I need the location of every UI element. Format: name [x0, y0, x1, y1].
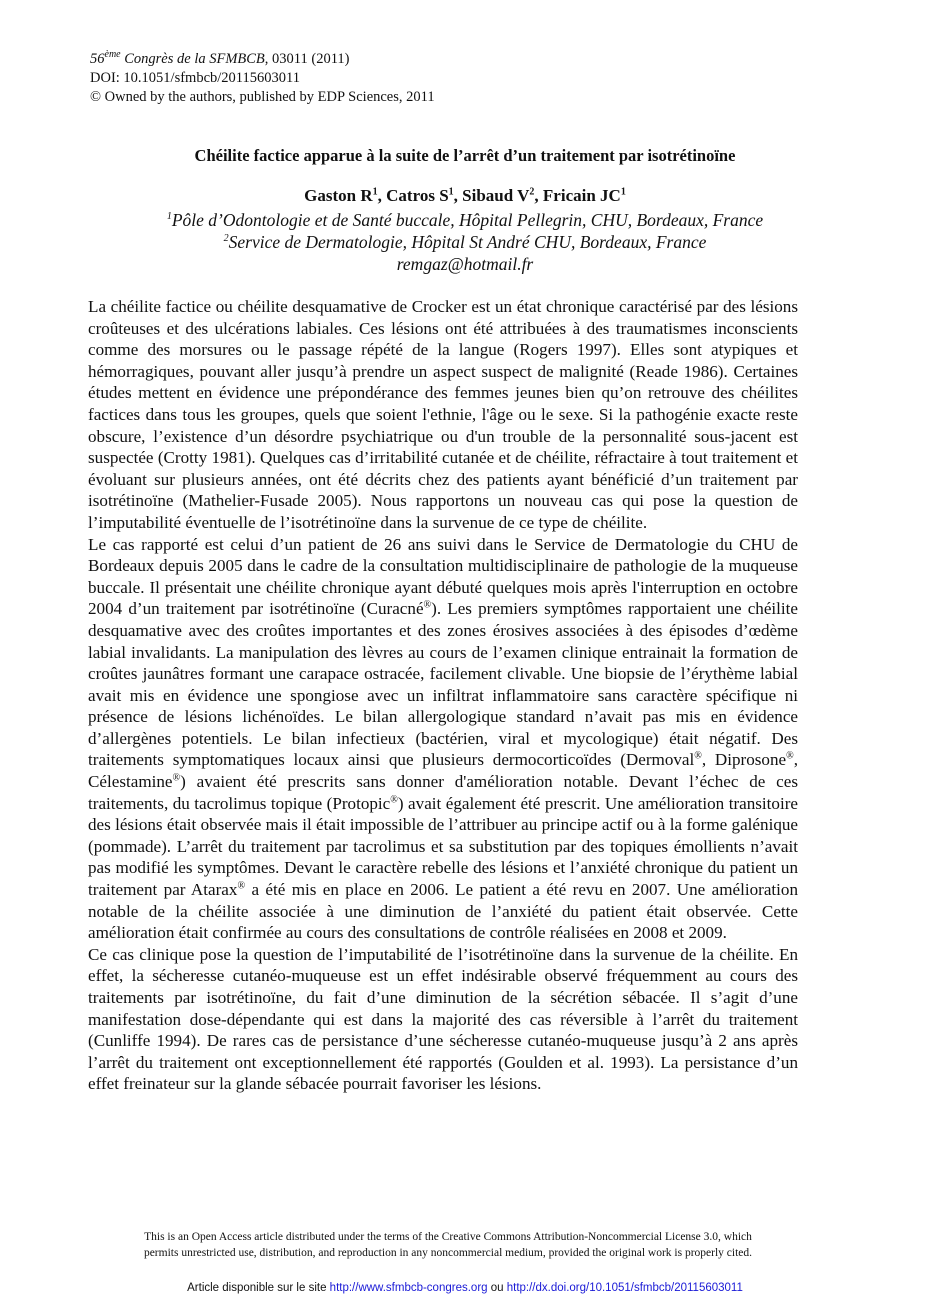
author-list — [60, 186, 870, 206]
abstract-body — [88, 296, 798, 1095]
license-line: permits unrestricted use, distribution, and reproduction in any noncommercial medium, provided the original work is properly cited. — [143, 1247, 753, 1259]
copyright-line: © Owned by the authors, published by EDP Sciences, 2011 — [90, 89, 435, 105]
page-footer — [60, 1282, 870, 1294]
conference-line — [90, 50, 850, 69]
conference-ordinal: ème — [104, 49, 121, 61]
doi-line: DOI: 10.1051/sfmbcb/20115603011 — [90, 70, 300, 86]
paragraph-introduction: La chéilite factice ou chéilite desquamative de Crocker est un état chronique caractérisé par des lésions croûteuses et des ulcérations labiales. Ces lésions ont été attribuées à des traumatismes inconscients comme des morsures ou le passage répété de la langue (Rogers 1997). Elles sont atypiques et hémorragiques, pouvant aller jusqu’à prendre un aspect suspect de malignité (Reade 1986). Certaines études mettent en évidence une prépondérance des femmes jeunes bien qu’on retrouve des chéilites factices dans tous les groupes, quels que soient l'ethnie, l'âge ou le sexe. Si la pathogénie exacte reste obscure, l’existence d’un désordre psychiatrique ou d'un trouble de la personnalité sous-jacent est suspectée (Crotty 1981). Quelques cas d’irritabilité cutanée et de chéilite, réfractaire à tout traitement et évoluant sur plusieurs années, ont été décrits chez des patients ayant bénéficié d’un traitement par isotrétinoïne (Mathelier-Fusade 2005). Nous rapportons un nouveau cas qui pose la question de l’imputabilité éventuelle de l’isotrétinoïne dans la survenue de ce type de chéilite. — [88, 297, 798, 532]
paper-title: Chéilite factice apparue à la suite de l’arrêt d’un traitement par isotrétinoïne — [194, 146, 736, 165]
congress-site-link[interactable]: http://www.sfmbcb-congres.org — [329, 1282, 488, 1294]
footer-prefix: Article disponible sur le site — [187, 1282, 330, 1294]
conference-name: Congrès de la SFMBCB — [120, 51, 265, 67]
affiliations — [60, 209, 870, 275]
conference-number: 56 — [90, 51, 105, 67]
author: Gaston $R^1$, — [304, 186, 387, 205]
page-header — [90, 50, 850, 107]
author: Catros $S^1$, — [386, 186, 463, 205]
affiliation: $^2$Service de Dermatologie, Hôpital St André CHU, Bordeaux, France — [223, 232, 707, 252]
conference-reference: , 03011 (2011) — [264, 51, 350, 67]
paragraph-case-report: Le cas rapporté est celui d’un patient de 26 ans suivi dans le Service de Dermatologie du CHU de Bordeaux depuis 2005 dans le cadre de la consultation multidisciplinaire de pathologie de la muqueuse buccale. Il présentait une chéilite chronique ayant débuté quelques mois après l'interruption en octobre 2004 d’un traitement par isotrétinoïne (Curacné®). Les premiers symptômes rapportaient une chéilite desquamative avec des croûtes importantes et des zones érosives associées à des épisodes d’œdème labial invalidants. La manipulation des lèvres au cours de l’examen clinique entrainait la formation de croûtes jaunâtres formant une carapace ostracée, facilement clivable. Une biopsie de l’érythème labial avait mis en évidence une spongiose avec un infiltrat inflammatoire sans caractère spécifique ni présence de lésions lichénoïdes. Le bilan allergologique standard n’avait pas mis en évidence d’allergènes potentiels. Le bilan infectieux (bactérien, viral et mycologique) était négatif. Des traitements symptomatiques locaux ainsi que plusieurs dermocorticoïdes (Dermoval®, Diprosone®, Célestamine®) avaient été prescrits sans donner d'amélioration notable. Devant l’échec de ces traitements, du tacrolimus topique (Protopic®) avait également été prescrit. Une amélioration transitoire des lésions était observée mais il était impossible de l’attribuer au principe actif ou à la forme galénique (pommade). L’arrêt du traitement par tacrolimus et sa substitution par des topiques émollients n’avait pas modifié les symptômes. Devant le caractère rebelle des lésions et l’anxiété chronique du patient un traitement par Atarax® a été mis en place en 2006. Le patient a été revu en 2007. Une amélioration notable de la chéilite associée à une diminution de l’anxiété du patient était observée. Cette amélioration était confirmée au cours des consultations de contrôle réalisées en 2008 et 2009. — [88, 534, 799, 943]
paragraph-discussion: Ce cas clinique pose la question de l’imputabilité de l’isotrétinoïne dans la survenue de la chéilite. En effet, la sécheresse cutanéo-muqueuse est un effet indésirable observé fréquemment au cours des traitements par isotrétinoïne, du fait d’une diminution de la sécrétion sébacée. Il s’agit d’une manifestation dose-dépendante qui est dans la majorité des cas réversible à l’arrêt du traitement (Cunliffe 1994). De rares cas de persistance d’une sécheresse cutanéo-muqueuse jusqu’à 2 ans après l’arrêt du traitement ont exceptionnellement été rapportés (Goulden et al. 1993). La persistance d’un effet freinateur sur la glande sébacée pourrait favoriser les lésions. — [88, 944, 798, 1094]
doi-link[interactable]: http://dx.doi.org/10.1051/sfmbcb/20115603011 — [506, 1282, 743, 1294]
author: Fricain $JC^1$ — [542, 186, 626, 205]
license-line: This is an Open Access article distributed under the terms of the Creative Commons Attribution-Noncommercial License 3.0, which — [144, 1231, 752, 1243]
footer-middle: ou — [487, 1282, 507, 1294]
license-notice — [88, 1229, 808, 1261]
contact-email: remgaz@hotmail.fr — [396, 254, 534, 274]
affiliation: $^1$Pôle d’Odontologie et de Santé buccale, Hôpital Pellegrin, CHU, Bordeaux, France — [166, 210, 764, 230]
author: Sibaud $V^2$, — [462, 186, 543, 205]
